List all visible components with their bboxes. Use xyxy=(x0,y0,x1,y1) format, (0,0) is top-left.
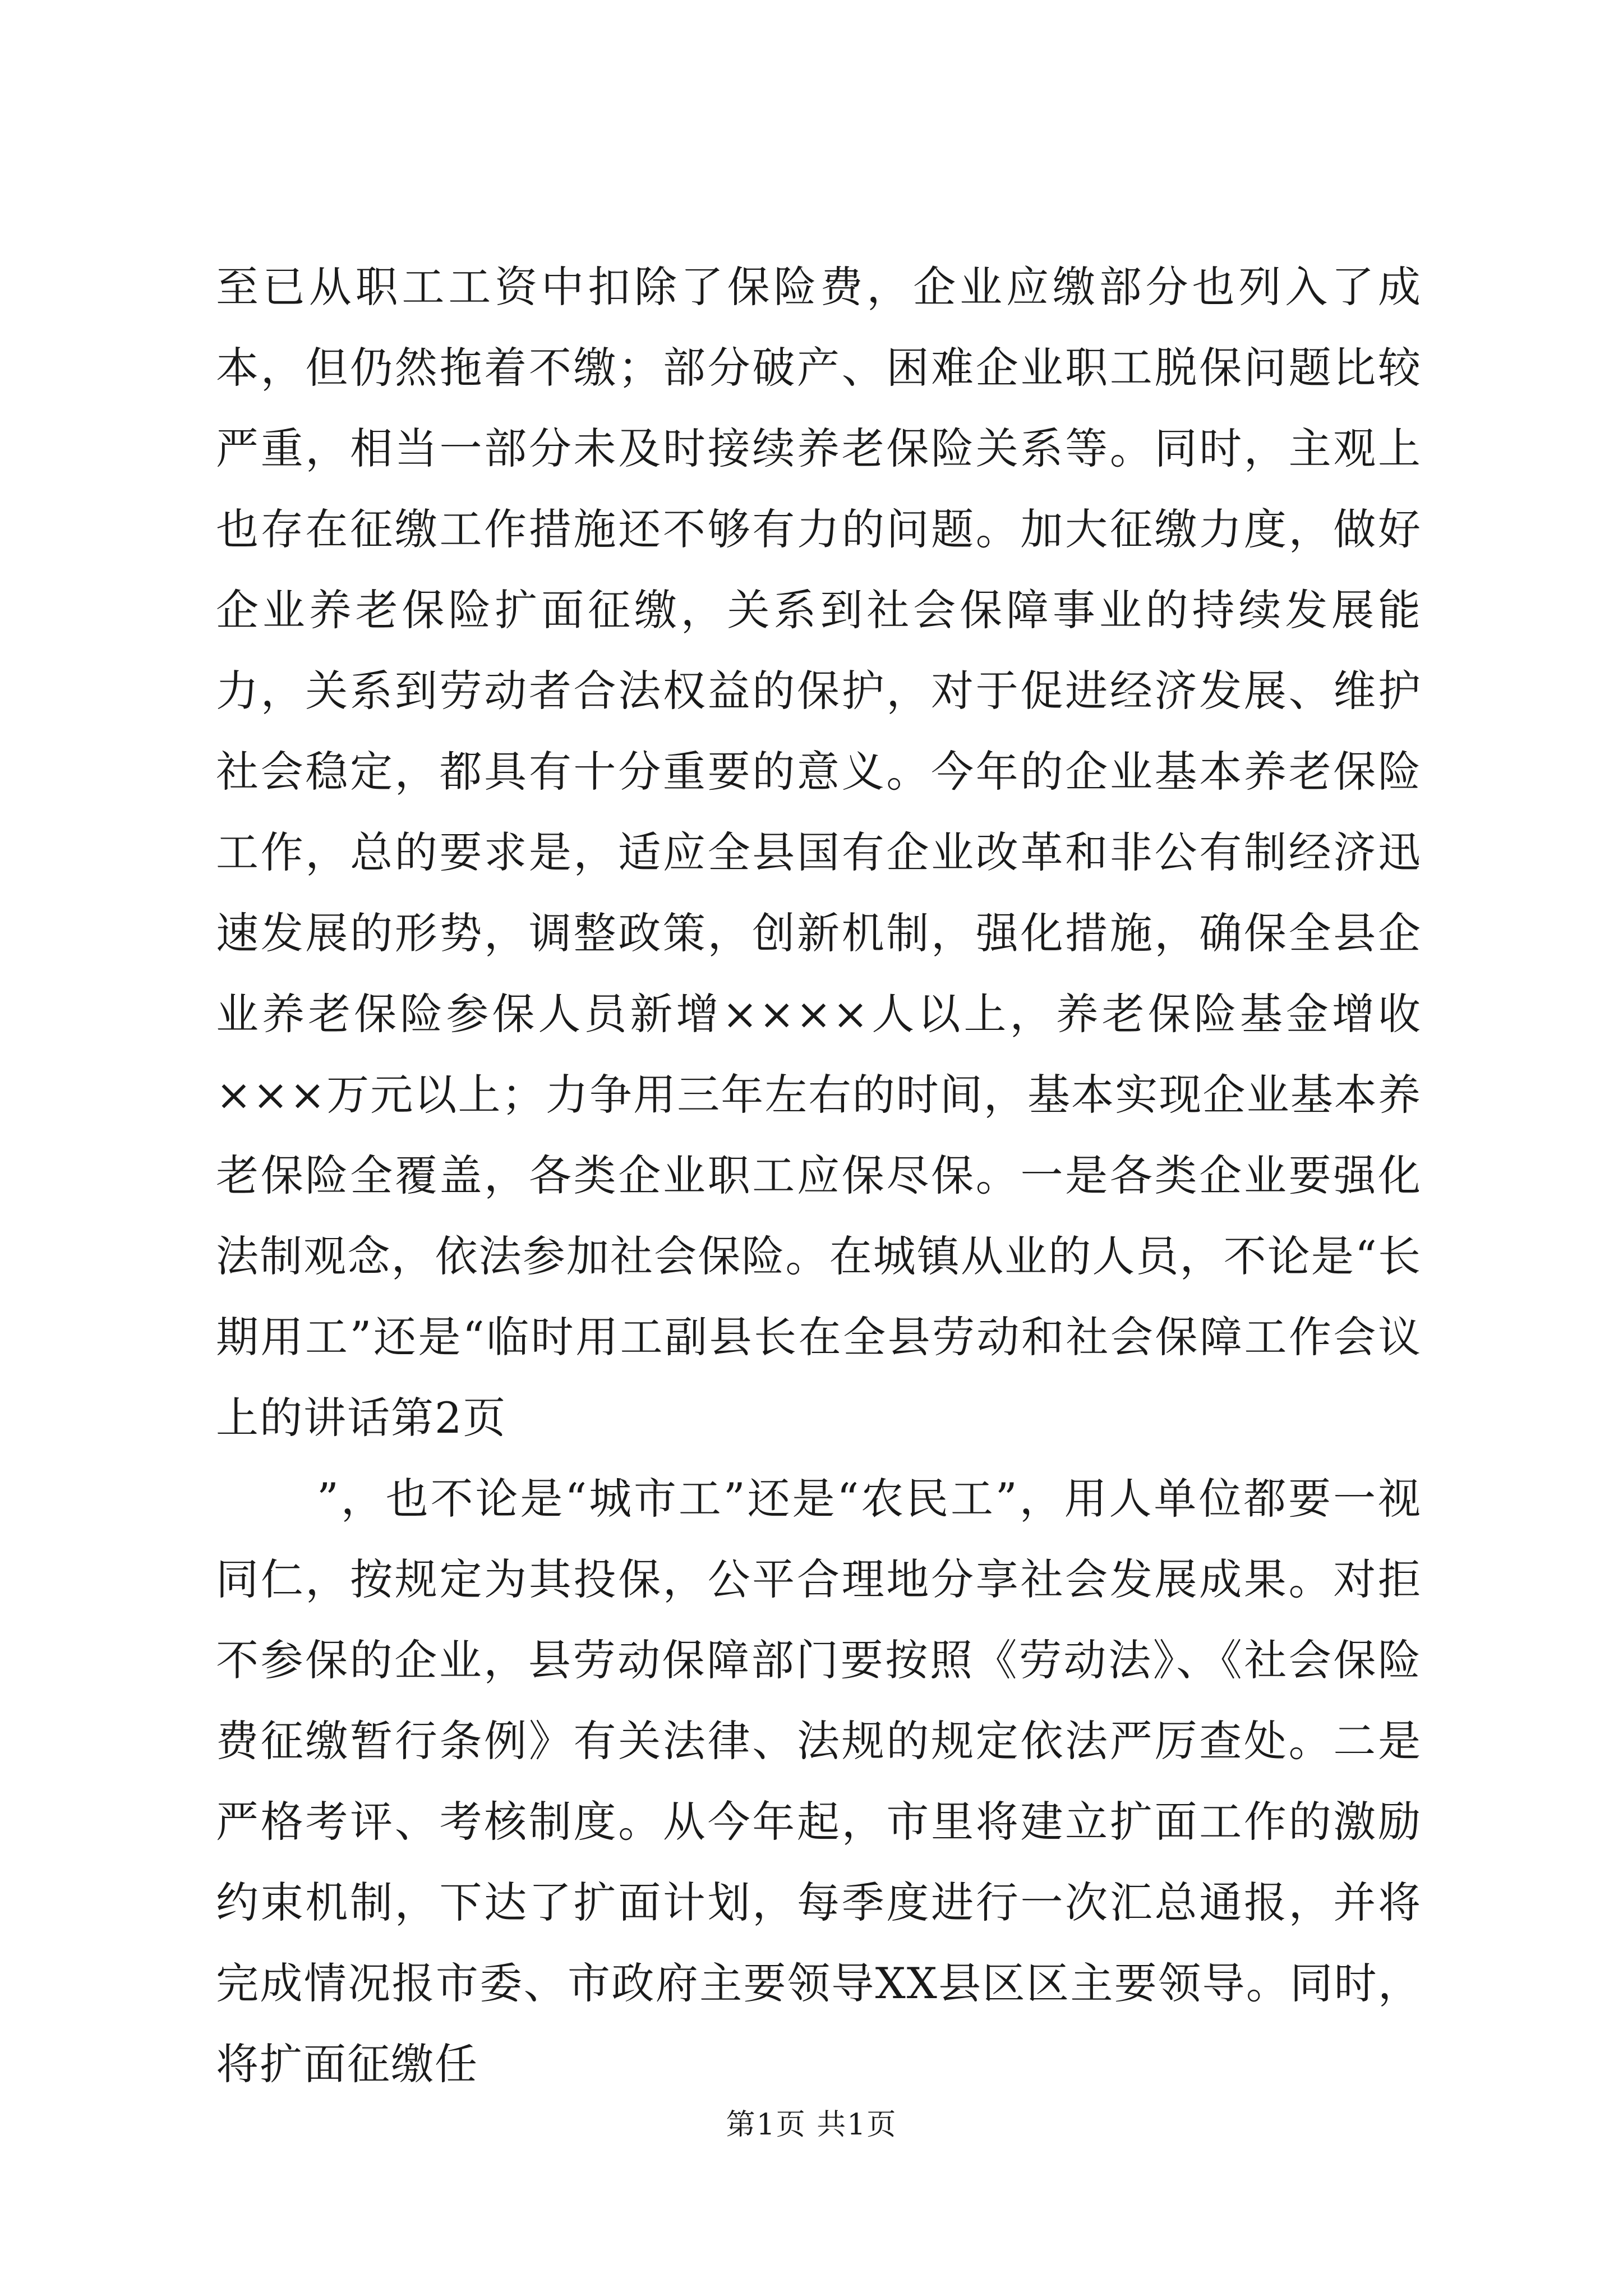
paragraph-1: 至已从职工工资中扣除了保险费，企业应缴部分也列入了成本，但仍然拖着不缴；部分破产、困难企业职工脱保问题比较严重，相当一部分未及时接续养老保险关系等。同时，主观上也存在征缴工作措施还不够有力的问题。加大征缴力度，做好企业养老保险扩面征缴，关系到社会保障事业的持续发展能力，关系到劳动者合法权益的保护，对于促进经济发展、维护社会稳定，都具有十分重要的意义。今年的企业基本养老保险工作，总的要求是，适应全县国有企业改革和非公有制经济迅速发展的形势，调整政策，创新机制，强化措施，确保全县企业养老保险参保人员新增××××人以上，养老保险基金增收×××万元以上；力争用三年左右的时间，基本实现企业基本养老保险全覆盖，各类企业职工应保尽保。一是各类企业要强化法制观念，依法参加社会保险。在城镇从业的人员，不论是“长期用工”还是“临时用工副县长在全县劳动和社会保障工作会议上的讲话第2页 xyxy=(216,262,1422,1443)
paragraph-2: ”，也不论是“城市工”还是“农民工”，用人单位都要一视同仁，按规定为其投保，公平合理地分享社会发展成果。对拒不参保的企业，县劳动保障部门要按照《劳动法》、《社会保险费征缴暂行条例》有关法律、法规的规定依法严厉查处。二是严格考评、考核制度。从今年起，市里将建立扩面工作的激励约束机制，下达了扩面计划，每季度进行一次汇总通报，并将完成情况报市委、市政府主要领导XX县区区主要领导。同时，将扩面征缴任 xyxy=(216,1474,1422,2089)
document-body xyxy=(216,247,1422,2105)
page-footer: 第1页 共1页 xyxy=(726,2108,897,2142)
